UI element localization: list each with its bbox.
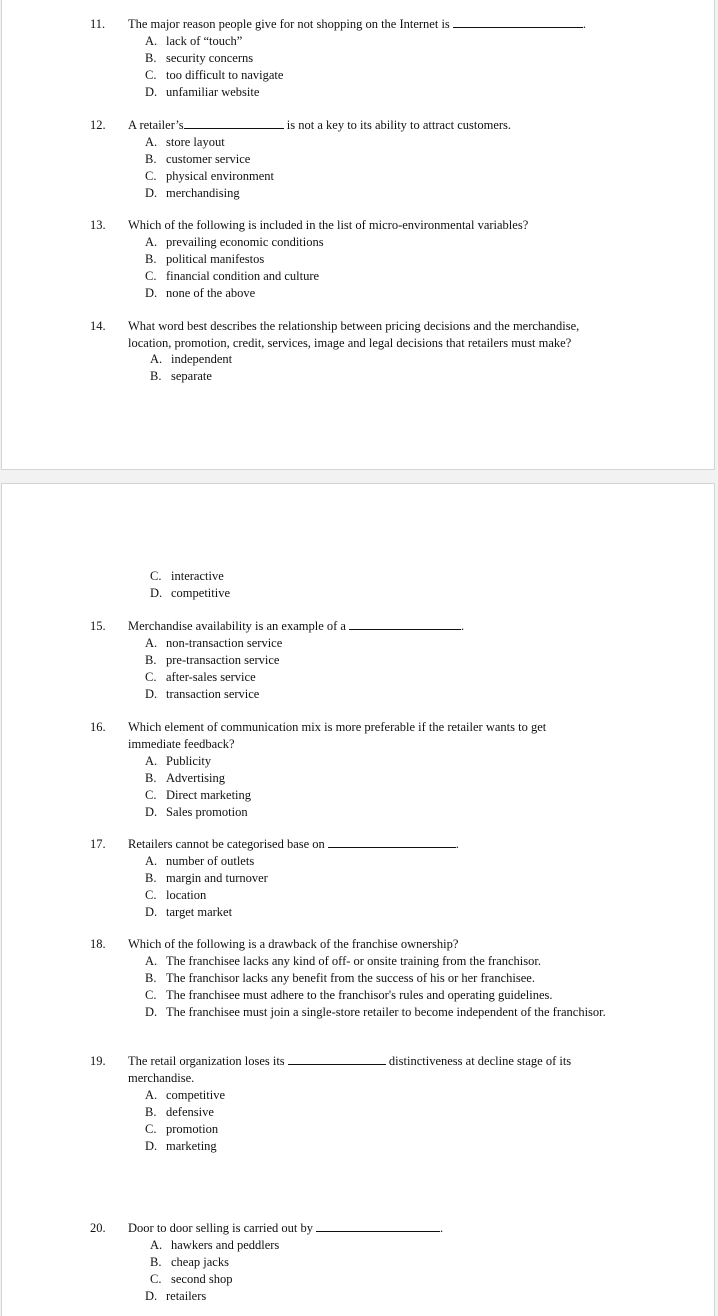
question-number: 19. bbox=[90, 1054, 106, 1068]
question-text-part: Door to door selling is carried out by bbox=[128, 1221, 314, 1235]
question-text-part: . bbox=[582, 17, 587, 31]
option-a: A. number of outlets bbox=[145, 854, 255, 868]
question-text: Which of the following is included in the list of micro-environmental variables? bbox=[128, 218, 529, 232]
option-d: D. competitive bbox=[150, 586, 231, 600]
question-text bbox=[128, 836, 648, 853]
option-c: C. The franchisee must adhere to the franchisor's rules and operating guidelines. bbox=[145, 988, 553, 1002]
question-text-line: immediate feedback? bbox=[128, 737, 235, 751]
question-text: Which of the following is a drawback of the franchise ownership? bbox=[128, 937, 459, 951]
option-a: A. prevailing economic conditions bbox=[145, 235, 324, 249]
question-text bbox=[128, 1220, 648, 1237]
option-c: C. promotion bbox=[145, 1122, 219, 1136]
question-text-part: Merchandise availability is an example of a bbox=[128, 619, 346, 633]
question-text bbox=[128, 1053, 688, 1087]
option-d: D. marketing bbox=[145, 1139, 217, 1153]
document-page-1 bbox=[1, 0, 715, 470]
option-b: B. margin and turnover bbox=[145, 871, 268, 885]
question-number: 14. bbox=[90, 319, 106, 333]
option-b: B. defensive bbox=[145, 1105, 214, 1119]
option-b: B. security concerns bbox=[145, 51, 254, 65]
question-text-line: merchandise. bbox=[128, 1071, 195, 1085]
question-text-line: location, promotion, credit, services, image and legal decisions that retailers must make? bbox=[128, 336, 572, 350]
option-c: C. second shop bbox=[150, 1272, 233, 1286]
option-c: C. interactive bbox=[150, 569, 224, 583]
option-c: C. after-sales service bbox=[145, 670, 256, 684]
option-a: A. competitive bbox=[145, 1088, 226, 1102]
question-number: 15. bbox=[90, 619, 106, 633]
question-number: 13. bbox=[90, 218, 106, 232]
question-number: 18. bbox=[90, 937, 106, 951]
option-c: C. physical environment bbox=[145, 169, 274, 183]
option-a: A. Publicity bbox=[145, 754, 212, 768]
option-b: B. The franchisor lacks any benefit from the success of his or her franchisee. bbox=[145, 971, 535, 985]
answer-blank bbox=[453, 16, 583, 28]
question-text-part: The major reason people give for not shopping on the Internet is bbox=[128, 17, 450, 31]
option-a: A. non-transaction service bbox=[145, 636, 283, 650]
answer-blank bbox=[328, 836, 456, 848]
answer-blank bbox=[349, 618, 461, 630]
option-d: D. target market bbox=[145, 905, 233, 919]
question-text bbox=[128, 618, 648, 635]
answer-blank bbox=[184, 117, 284, 129]
question-text-part: . bbox=[440, 1221, 444, 1235]
option-c: C. Direct marketing bbox=[145, 788, 252, 802]
question-text bbox=[128, 16, 648, 33]
question-number: 20. bbox=[90, 1221, 106, 1235]
option-b: B. cheap jacks bbox=[150, 1255, 229, 1269]
question-text bbox=[128, 318, 708, 352]
option-d: D. transaction service bbox=[145, 687, 260, 701]
answer-blank bbox=[288, 1053, 386, 1065]
option-a: A. store layout bbox=[145, 135, 225, 149]
option-c: C. location bbox=[145, 888, 207, 902]
question-text-line: Which element of communication mix is more preferable if the retailer wants to get bbox=[128, 720, 547, 734]
option-b: B. separate bbox=[150, 369, 212, 383]
question-text-part: The retail organization loses its bbox=[128, 1054, 285, 1068]
option-a: A. lack of “touch” bbox=[145, 34, 243, 48]
option-a: A. independent bbox=[150, 352, 233, 366]
option-b: B. customer service bbox=[145, 152, 251, 166]
question-text-line: What word best describes the relationship between pricing decisions and the merchandise, bbox=[128, 319, 580, 333]
question-number: 12. bbox=[90, 118, 106, 132]
option-d: D. The franchisee must join a single-store retailer to become independent of the franchisor. bbox=[145, 1005, 606, 1019]
option-c: C. financial condition and culture bbox=[145, 269, 320, 283]
question-text-part: distinctiveness at decline stage of its bbox=[388, 1054, 572, 1068]
option-d: D. retailers bbox=[145, 1289, 207, 1303]
question-text-part: is not a key to its ability to attract customers. bbox=[286, 118, 512, 132]
question-text-part: . bbox=[455, 837, 459, 851]
question-number: 16. bbox=[90, 720, 106, 734]
option-d: D. merchandising bbox=[145, 186, 240, 200]
question-text-part: . bbox=[460, 619, 465, 633]
option-a: A. The franchisee lacks any kind of off- or onsite training from the franchisor. bbox=[145, 954, 541, 968]
option-b: B. pre-transaction service bbox=[145, 653, 280, 667]
answer-blank bbox=[316, 1220, 440, 1232]
question-text-part: A retailer’s bbox=[128, 118, 184, 132]
option-b: B. Advertising bbox=[145, 771, 226, 785]
option-c: C. too difficult to navigate bbox=[145, 68, 284, 82]
document-page-2 bbox=[1, 483, 715, 1316]
question-number: 11. bbox=[90, 17, 106, 31]
option-d: D. none of the above bbox=[145, 286, 256, 300]
question-number: 17. bbox=[90, 837, 106, 851]
question-text-part: Retailers cannot be categorised base on bbox=[128, 837, 325, 851]
option-d: D. Sales promotion bbox=[145, 805, 248, 819]
question-text bbox=[128, 719, 688, 753]
option-a: A. hawkers and peddlers bbox=[150, 1238, 280, 1252]
question-text bbox=[128, 117, 668, 134]
option-d: D. unfamiliar website bbox=[145, 85, 260, 99]
option-b: B. political manifestos bbox=[145, 252, 265, 266]
